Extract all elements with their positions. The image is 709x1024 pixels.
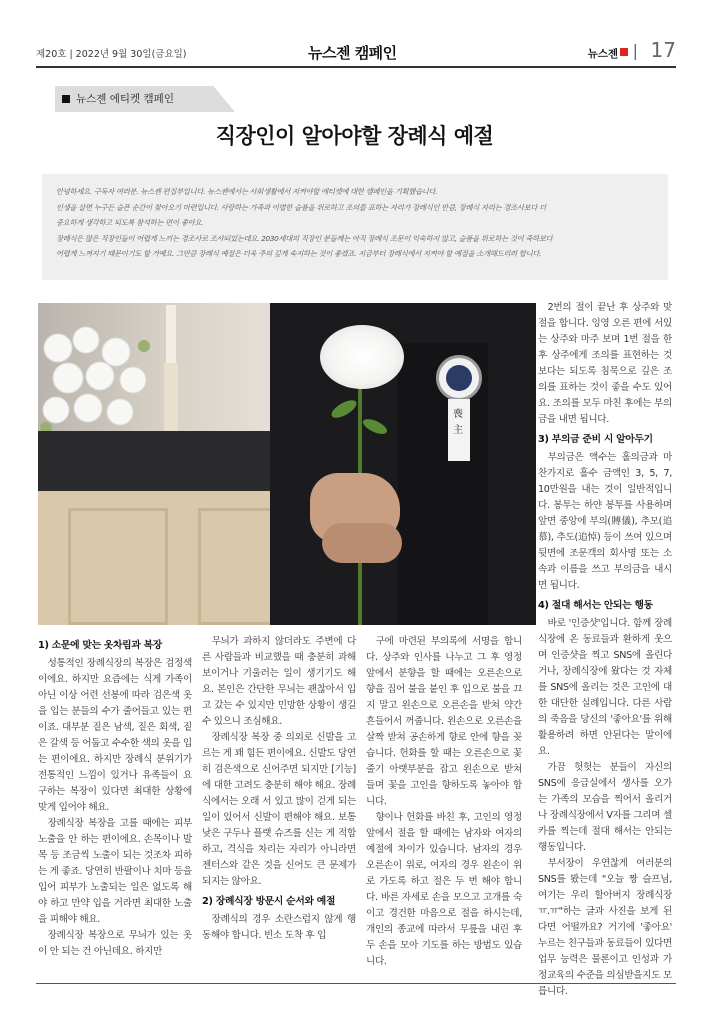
- page-header: [36, 38, 676, 66]
- page-number: 17: [650, 38, 676, 62]
- intro-box: [42, 174, 668, 280]
- article-column-4: [538, 300, 672, 1000]
- square-bullet-icon: [62, 95, 70, 103]
- subheading: 3) 부의금 준비 시 알아두기: [538, 434, 653, 445]
- article-column-2: [202, 634, 356, 944]
- subheading: 4) 절대 해서는 안되는 행동: [538, 600, 653, 611]
- paragraph: 장례식장 복장을 고를 때에는 피부 노출을 안 하는 편이에요. 손목이나 발목 등 조금씩 노출이 되는 것조차 피하는 게 좋죠. 당연히 반팔이나 치마 등을 입어 피부가 노출되는 일은 없도록 해야 하고 만약 입을 거라면 최대한 노출을 피해야 해요.: [38, 818, 192, 925]
- brand-logo: [588, 46, 628, 61]
- paragraph: 장례식장 복장 중 의외로 신발을 고르는 게 꽤 힘든 편이에요. 신발도 당연히 검은색으로 신어주면 되지만 [기능]에 대한 고려도 충분히 해야 해요. 장례식에서는 오래 서 있고 많이 걷게 되는 일이 있어서 신발이 편해야 해요. 보통 낮은 구두나 플랫 슈즈를 신는 게 적합하고, 격식을 차리는 자리가 아니라면 젠터스와 같은 것을 신어도 큰 문제가 되지는 않아요.: [202, 732, 356, 887]
- paragraph: 성통적인 장례식장의 복장은 검정색이에요. 하지만 요즘에는 식게 가족이 아닌 이상 어련 선봉에 따라 검은색 옷을 입는 분들의 수가 줄어들고 있는 편이죠. 대부분 짙은 남색, 짙은 회색, 짙은 갈색 등 어둡고 수수한 색의 옷을 입는 편이에요. 하지만 장례식 분위기가 전통적인 느낌이 있거나 유족들이 요구하는 복장이 있다면 최대한 상황에 맞게 입어야 해요.: [38, 658, 192, 813]
- brand-mark-icon: [620, 48, 628, 56]
- subheading: 1) 소문에 맞는 옷차림과 복장: [38, 640, 162, 651]
- white-flowers-decoration: [38, 318, 158, 448]
- campaign-label: 뉴스젠 에티켓 캠페인: [76, 93, 174, 105]
- issue-date: 제20호 | 2022년 9월 30일(금요일): [36, 49, 187, 60]
- paragraph: 구에 마련된 부의록에 서명을 합니다. 상주와 인사를 나누고 그 후 영정 앞에서 분향을 할 때에는 오른손으로 향을 집어 불을 붙인 후 입으로 불을 끄지 말고 왼손으로 오른손을 받쳐 약간 흔들어서 꺼줍니다. 왼손으로 오른손을 살짝 받쳐 공손하게 향로 안에 향을 꽂습니다. 헌화를 할 때는 오른손으로 꽃줄기 아랫부분을 잡고 왼손으로 받쳐 들며 꽃을 고인을 향하도록 놓아야 합니다.: [366, 636, 522, 807]
- paragraph: 장례식장 복장으로 무늬가 있는 옷이 안 되는 건 아닌데요. 하지만: [38, 930, 192, 957]
- table-panel: [68, 508, 168, 625]
- intro-line: 중요하게 생각하고 되도록 참석하는 편이 좋아요.: [56, 218, 204, 227]
- candle: [166, 305, 176, 365]
- article-photo: [38, 303, 536, 625]
- subheading: 2) 장례식장 방문시 순서와 예절: [202, 896, 336, 907]
- article-column-1: [38, 634, 192, 960]
- paragraph: 장례식의 경우 소란스럽지 않게 행동해야 합니다. 빈소 도착 후 입: [202, 914, 356, 941]
- intro-line: 장례식은 많은 직장인들이 어렵게 느끼는 경조사로 조사되었는데요. 2030세대의 직장인 분들께는 아직 장례식 조문이 익숙하지 않고, 슬픔을 위로하는 것이 죽하보다: [56, 233, 553, 243]
- altar-tabletop: [38, 431, 308, 491]
- paragraph: 부서장이 우연찮게 여러분의 SNS를 봤는데 "오늘 짱 슬프님, 여기는 우리 할아버지 장례식장 ㅠ.ㅠ"하는 글과 사진을 보게 된다면 어떨까요? 거기에 '좋아요' 누르는 친구들과 동료들이 있다면 업무 능력은 물론이고 인성과 가정교육의 수준을 의심받을지도 모릅니다.: [538, 858, 672, 997]
- badge-center: [446, 365, 472, 391]
- section-title: 뉴스젠 캠페인: [308, 44, 397, 62]
- footer-rule: [36, 983, 676, 984]
- intro-line: 안녕하세요. 구독자 여러분. 뉴스젠 편집부입니다. 뉴스젠에서는 사회생활에서 지켜야할 에티켓에 대한 캠페인을 기획했습니다.: [56, 187, 438, 196]
- badge-text: 喪主: [453, 409, 463, 436]
- paragraph: 가끔 헛헛는 분들이 자신의 SNS에 응급실에서 생사를 오가는 가족의 모습을 찍어서 올리거나 장례식장에서 V자를 그리며 셀카를 찍는데 절대 해서는 안되는 행동입니다.: [538, 762, 672, 853]
- header-rule: [36, 66, 676, 68]
- intro-line: 인생을 살면 누구든 슬픈 순간이 찾아오기 마련입니다. 사랑하는 가족과 이별한 슬픔을 위로하고 조의를 표하는 자리가 장례식인 만큼, 장례식 자리는 경조사보다 더: [56, 202, 546, 212]
- brand-name: 뉴스젠: [587, 48, 618, 60]
- intro-line: 어렵게 느껴지기 때문이기도 할 거예요. 그만큼 장례식 예절은 더욱 주의 깊게 숙지하는 것이 좋겠죠. 지금부터 장례식에서 지켜야 할 예절을 소개해드리려 합니다.: [56, 249, 542, 258]
- header-divider: |: [632, 41, 638, 60]
- paragraph: 2번의 절이 끝난 후 상주와 맞절을 합니다. 잉영 오른 편에 서있는 상주와 마주 보며 1번 절을 한 후 상주에게 조의를 표현하는 것보다는 되도록 침묵으로 깊은 조의를 표하는 것이 좋을 수도 있어요. 조의를 모두 마친 후에는 부의금을 내면 됩니다.: [538, 302, 672, 425]
- paragraph: 바로 '인증샷'입니다. 함께 장례식장에 온 동료들과 환하게 웃으며 인증샷을 찍고 SNS에 올린다거나, 장례식장에 왔다는 것 자체를 SNS에 올리는 것은 고인에 대한 대단한 실례입니다. 다른 사람의 죽음을 당신의 '좋아요'를 위해 활용하려 하면 안된다는 말이에요.: [538, 618, 672, 757]
- paragraph: 부의금은 액수는 홀의금과 마찬가지로 홀수 금액인 3, 5, 7, 10만원을 내는 것이 일반적입니다. 봉투는 하얀 봉투를 사용하며 앞면 중앙에 부의(賻儀), 추모(追慕), 추도(追悼) 등이 쓰여 있으며 뒷면에 조문객의 회사명 또는 소속과 이름을 쓰고 부의금을 내시면 됩니다.: [538, 452, 672, 591]
- paragraph: 향이나 헌화를 바친 후, 고인의 영정 앞에서 절을 할 때에는 남자와 여자의 예절에 차이가 있습니다. 남자의 경우 오른손이 위로, 여자의 경우 왼손이 위로 가도록 하고 절은 두 번 해야 합니다. 바른 자세로 손을 모으고 고개를 숙이고 경건한 마음으로 절을 하시는데, 개인의 종교에 따라서 무릎을 내린 후 두 손을 모아 기도를 하는 방법도 있습니다.: [366, 812, 522, 967]
- article-title: 직장인이 알아야할 장례식 예절: [215, 123, 494, 148]
- paragraph: 무늬가 과하지 않더라도 주변에 다른 사람들과 비교했을 때 충분히 과해보이거나 기울러는 일이 생기기도 해요. 본인은 간단한 무늬는 괜찮아서 입고 갔는 수 있지만 민망한 상황이 생길 수 있으니 조심해요.: [202, 636, 356, 727]
- white-chrysanthemum: [320, 325, 404, 389]
- article-column-3: [366, 634, 522, 970]
- hand: [322, 523, 402, 563]
